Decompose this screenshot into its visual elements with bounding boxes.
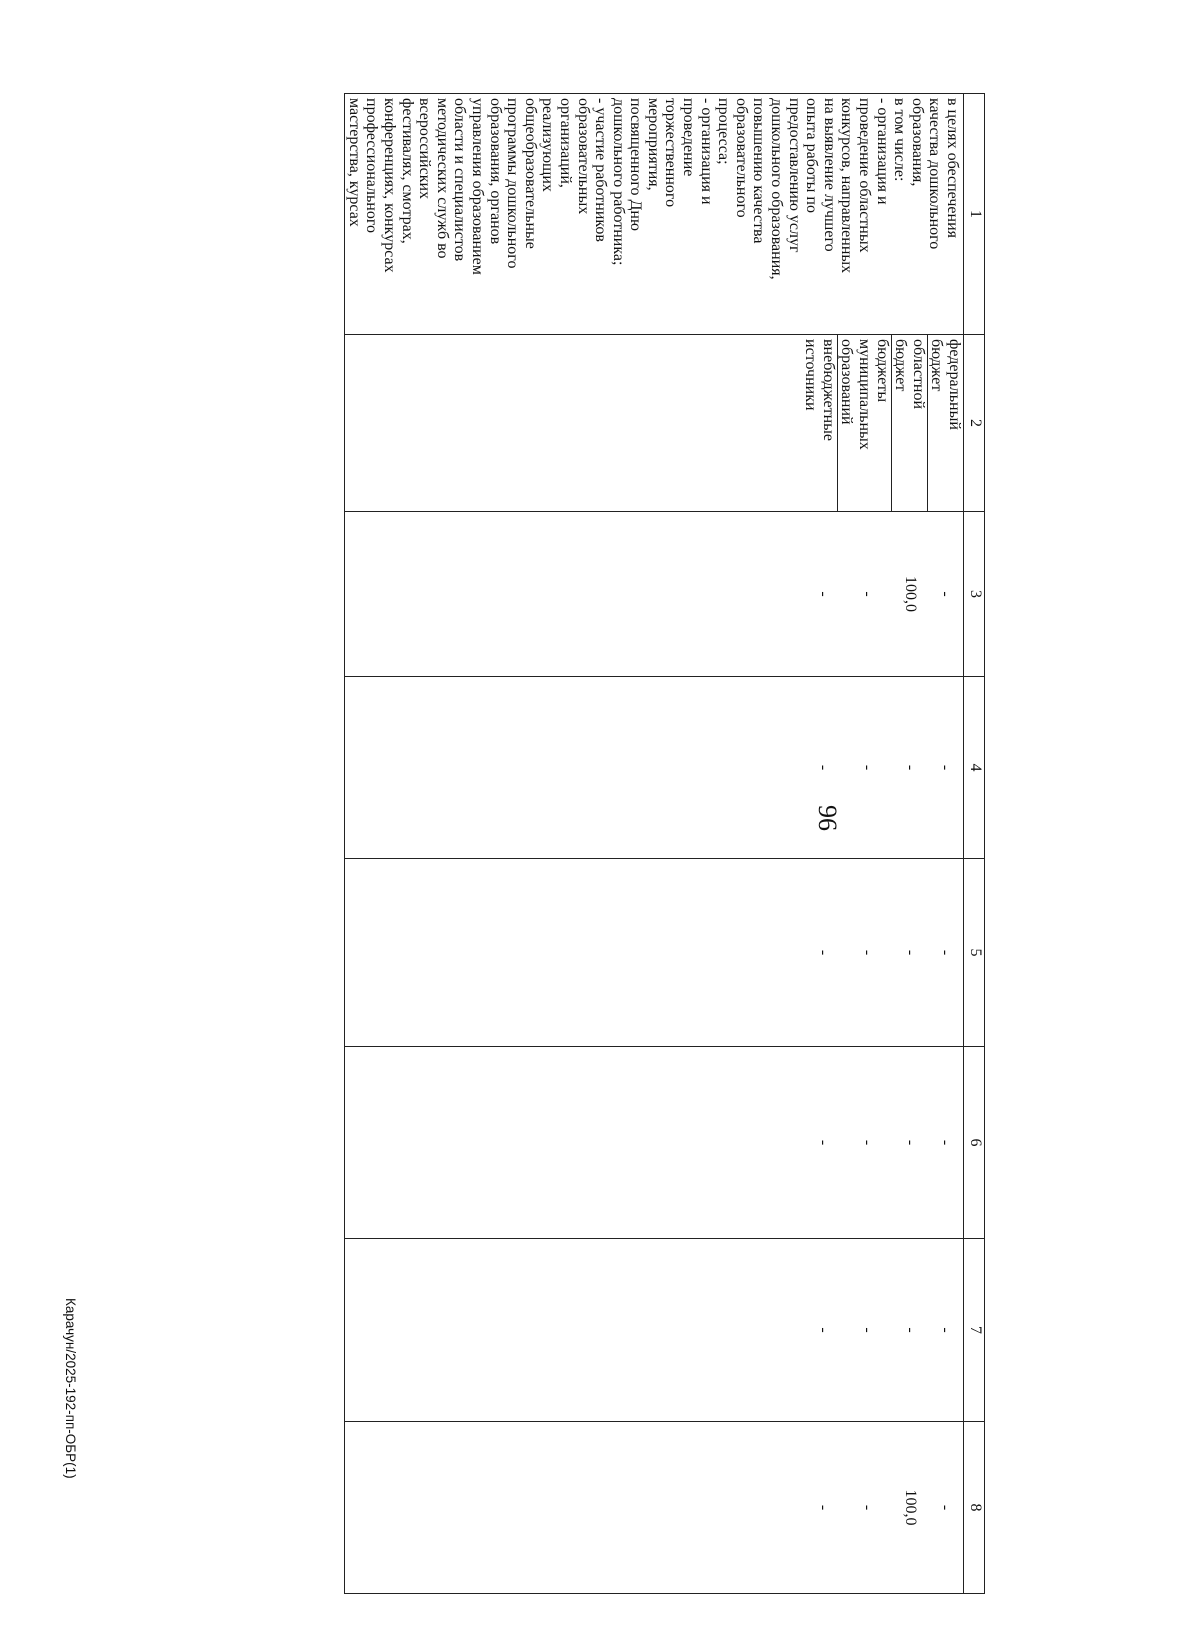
page-number: 96: [813, 805, 842, 831]
value-extrabudgetary: -: [815, 764, 832, 771]
funding-sources-cell: [345, 335, 964, 512]
col6-values-cell: [345, 1047, 964, 1239]
value-federal: -: [937, 1504, 954, 1511]
col7-values-cell: [345, 1239, 964, 1422]
col-number-7: 7: [964, 1239, 985, 1422]
value-federal: -: [937, 949, 954, 956]
col8-values-cell: [345, 1422, 964, 1594]
value-extrabudgetary: -: [815, 1139, 832, 1146]
col-number-1: 1: [964, 94, 985, 335]
value-federal: -: [937, 591, 954, 597]
col-number-3: 3: [964, 512, 985, 677]
budget-table: [344, 93, 985, 1594]
value-regional: -: [902, 949, 919, 956]
value-regional: 100,0: [902, 1489, 919, 1526]
col5-values-cell: [345, 859, 964, 1047]
value-extrabudgetary: -: [815, 1327, 832, 1333]
col-number-6: 6: [964, 1047, 985, 1239]
value-regional: -: [902, 1139, 919, 1146]
value-municipal: -: [859, 1504, 876, 1511]
source-extrabudgetary: внебюджетные источники: [802, 339, 837, 441]
column-number-row: [964, 94, 985, 1594]
value-federal: -: [937, 1139, 954, 1146]
col4-values-cell: [345, 677, 964, 859]
col-number-8: 8: [964, 1422, 985, 1594]
value-extrabudgetary: -: [815, 1504, 832, 1511]
document-footer-code: Карачун/2025-192-пп-ОБР(1): [63, 1298, 78, 1479]
measure-description: в целях обеспечения качества дошкольного образования, в том числе: - организация и проведение областных конкурсов, направленных на выявление лучшего опыта работы по предоставлению услуг дошкольного образования, повышению качества образовательного процесса; - организация и проведение торжественного мероприятия, посвященного Дню дошкольного работника; - участие работников образовательных организаций, реализующих общеобразовательные программы дошкольного образования, органов управления образованием области и специалистов методических служб во всероссийских фестивалях, смотрах, конференциях, конкурсах профессионального мастерства, курсах: [345, 98, 961, 280]
value-municipal: -: [859, 949, 876, 956]
value-extrabudgetary: -: [815, 949, 832, 956]
value-municipal: -: [859, 591, 876, 597]
value-federal: -: [937, 764, 954, 771]
value-municipal: -: [859, 764, 876, 771]
col-number-4: 4: [964, 677, 985, 859]
value-regional: -: [902, 764, 919, 771]
value-extrabudgetary: -: [815, 591, 832, 597]
table-row: [345, 94, 964, 1594]
value-federal: -: [937, 1327, 954, 1333]
col-number-2: 2: [964, 335, 985, 512]
col-number-5: 5: [964, 859, 985, 1047]
source-regional: областной бюджет: [891, 335, 927, 511]
source-municipal: бюджеты муниципальных образований: [837, 335, 891, 511]
col3-values-cell: [345, 512, 964, 677]
value-municipal: -: [859, 1139, 876, 1146]
source-federal: федеральный бюджет: [927, 335, 963, 511]
value-regional: 100,0: [902, 576, 919, 612]
value-regional: -: [902, 1327, 919, 1333]
value-municipal: -: [859, 1327, 876, 1333]
measure-description-cell: [345, 94, 964, 335]
